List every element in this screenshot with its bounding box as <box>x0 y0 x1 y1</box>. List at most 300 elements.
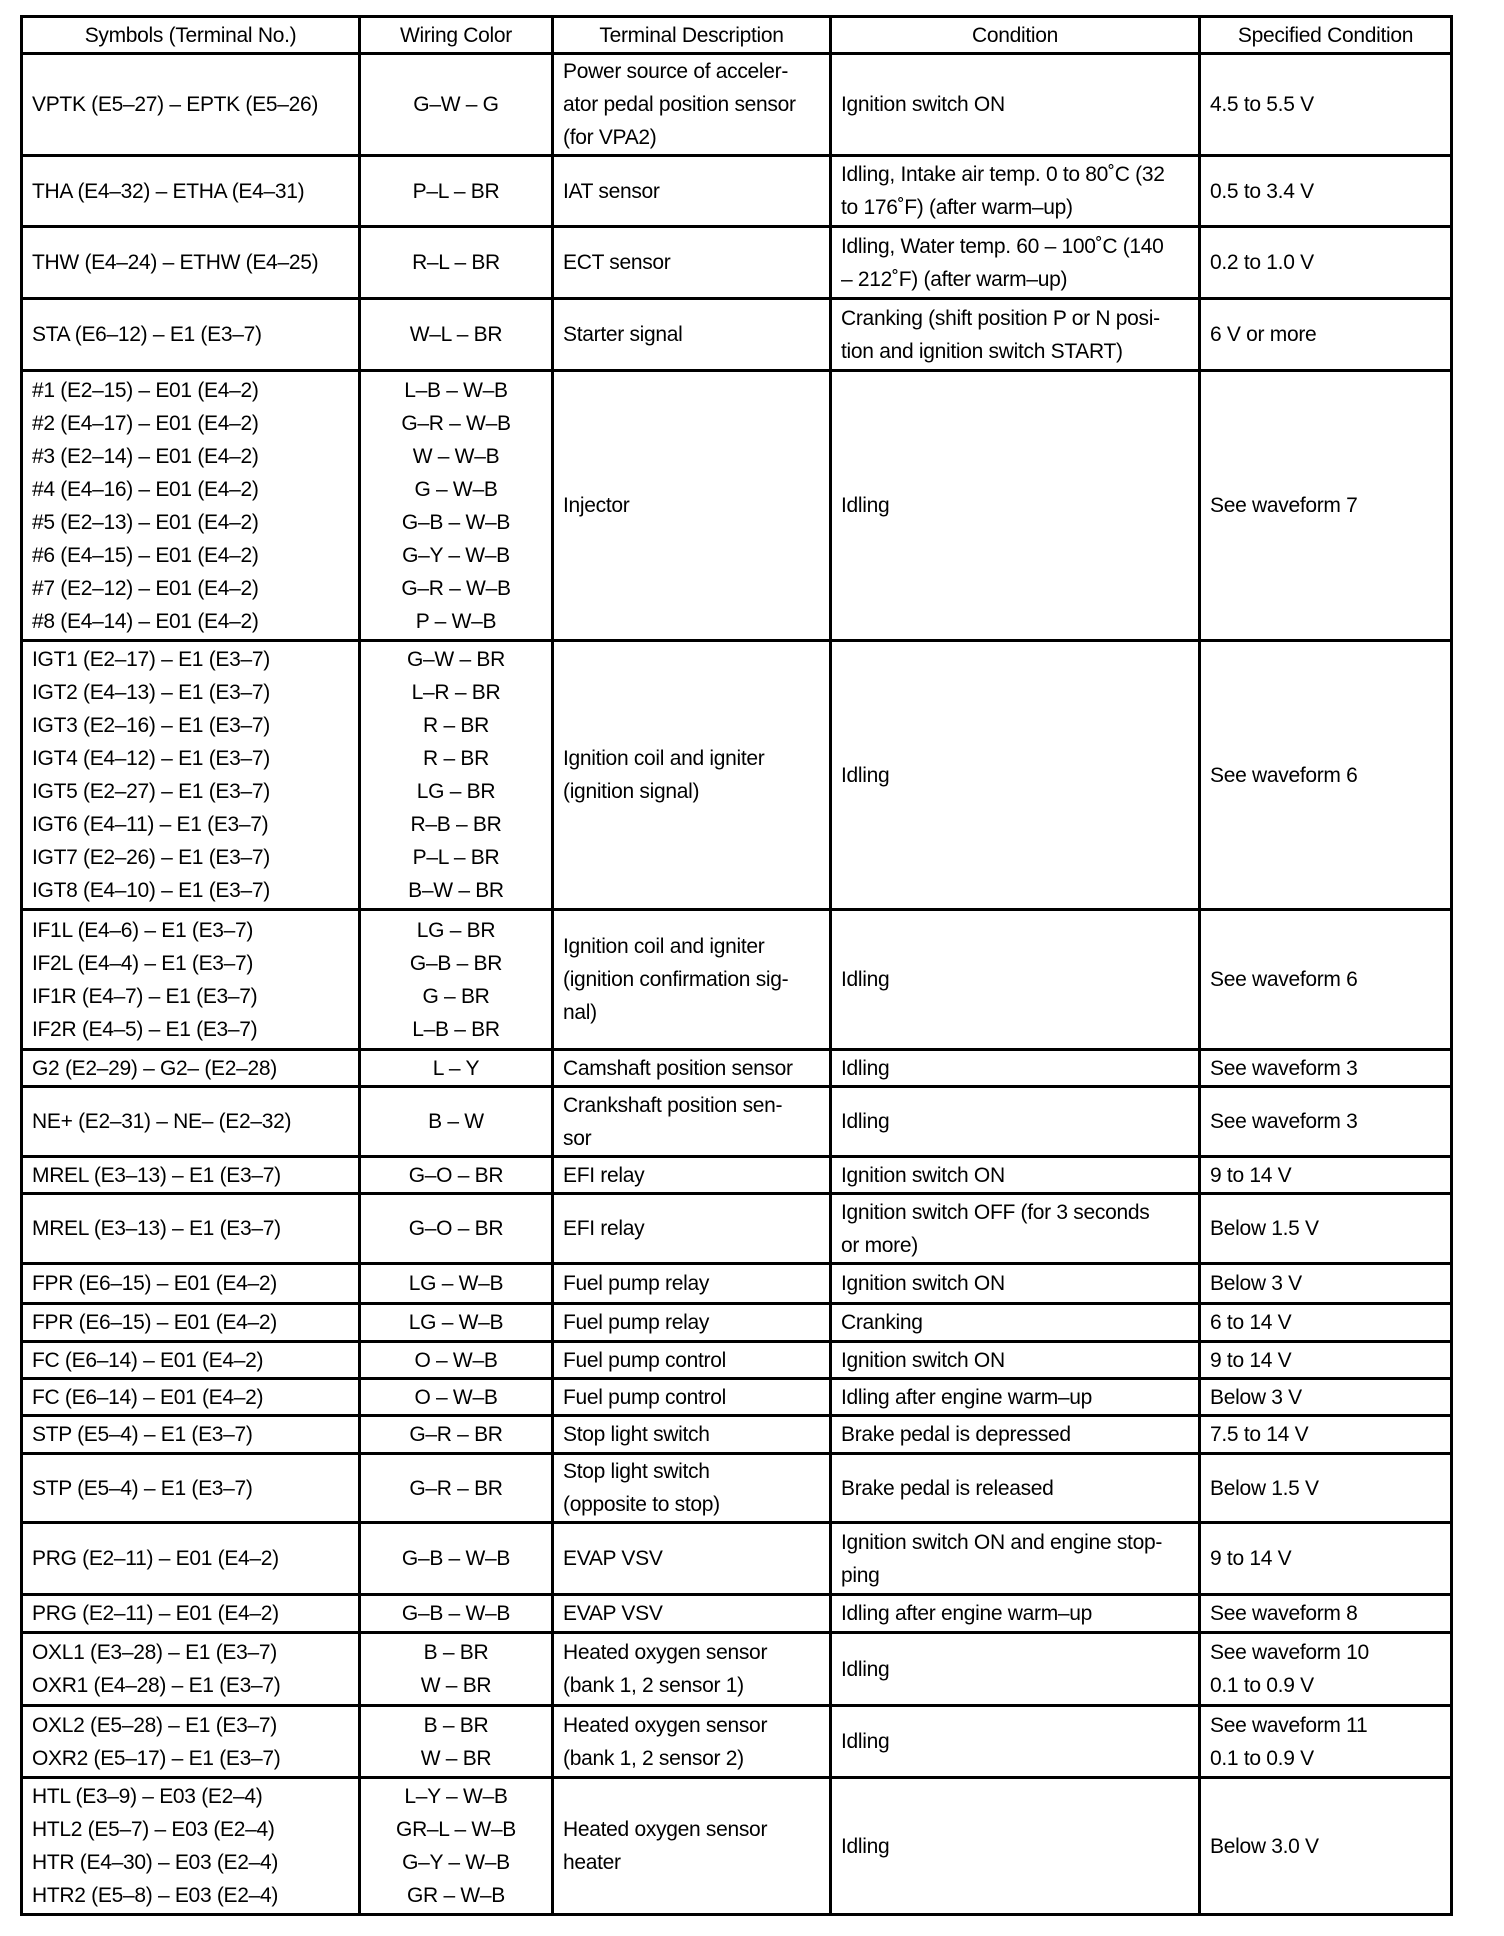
condition-cell <box>831 641 1200 910</box>
symbols-line: #3 (E2–14) – E01 (E4–2) <box>32 444 259 468</box>
table-row <box>22 156 1452 227</box>
condition-line: Idling after engine warm–up <box>841 1602 1093 1625</box>
terminal-description-cell <box>553 227 831 299</box>
terminal-description-line: Ignition coil and igniter <box>563 935 765 958</box>
condition-cell <box>831 1778 1200 1915</box>
terminal-description-cell <box>553 1595 831 1633</box>
wiring-color-line: P–L – BR <box>412 179 500 203</box>
specified-condition-line: 4.5 to 5.5 V <box>1210 93 1314 116</box>
condition-cell <box>831 1157 1200 1194</box>
symbols-line: HTL (E3–9) – E03 (E2–4) <box>32 1785 263 1808</box>
wiring-color-line: G–Y – W–B <box>402 1851 510 1874</box>
wiring-color-line: W – BR <box>420 1746 492 1770</box>
symbols-line: IGT7 (E2–26) – E1 (E3–7) <box>32 846 270 869</box>
condition-line: – 212˚F) (after warm–up) <box>841 267 1068 291</box>
terminal-description-line: Camshaft position sensor <box>563 1056 793 1080</box>
specified-condition-cell <box>1200 1379 1452 1416</box>
condition-cell <box>831 1595 1200 1633</box>
specified-condition-cell <box>1200 227 1452 299</box>
condition-line: Idling, Intake air temp. 0 to 80˚C (32 <box>841 163 1165 186</box>
wiring-color-line: G–B – W–B <box>401 510 511 534</box>
symbols-line: FPR (E6–15) – E01 (E4–2) <box>32 1311 277 1334</box>
specified-condition-cell <box>1200 1523 1452 1595</box>
symbols-line: OXR1 (E4–28) – E1 (E3–7) <box>32 1674 281 1697</box>
terminal-description-cell <box>553 1454 831 1523</box>
terminal-description-line: Fuel pump relay <box>563 1272 710 1295</box>
specified-condition-cell <box>1200 1633 1452 1706</box>
table-row <box>22 1050 1452 1087</box>
condition-cell <box>831 54 1200 156</box>
specified-condition-cell <box>1200 1706 1452 1778</box>
specified-condition-cell <box>1200 1342 1452 1379</box>
symbols-cell <box>22 1194 360 1264</box>
table-row <box>22 227 1452 299</box>
symbols-cell <box>22 1523 360 1595</box>
specified-condition-cell <box>1200 1264 1452 1304</box>
symbols-line: THW (E4–24) – ETHW (E4–25) <box>32 251 319 274</box>
symbols-cell <box>22 227 360 299</box>
wiring-color-cell <box>360 1050 553 1087</box>
terminal-description-line: Heated oxygen sensor <box>563 1713 768 1737</box>
condition-line: Ignition switch ON <box>841 1348 1005 1372</box>
wiring-color-cell <box>360 1304 553 1342</box>
symbols-line: IGT3 (E2–16) – E1 (E3–7) <box>32 714 270 737</box>
terminal-description-line: sor <box>563 1126 592 1150</box>
terminal-description-cell <box>553 910 831 1050</box>
terminal-description-cell <box>553 1379 831 1416</box>
wiring-color-line: P–L – BR <box>412 846 500 869</box>
table-row <box>22 1595 1452 1633</box>
table-row <box>22 54 1452 156</box>
wiring-color-line: L–R – BR <box>411 681 501 704</box>
symbols-cell <box>22 1050 360 1087</box>
symbols-line: MREL (E3–13) – E1 (E3–7) <box>32 1217 281 1240</box>
wiring-color-cell <box>360 641 553 910</box>
symbols-cell <box>22 1087 360 1157</box>
wiring-color-cell <box>360 1264 553 1304</box>
terminal-description-line: Crankshaft position sen- <box>563 1093 783 1117</box>
condition-cell <box>831 1342 1200 1379</box>
specified-condition-cell <box>1200 1194 1452 1264</box>
condition-cell <box>831 1050 1200 1087</box>
wiring-color-cell <box>360 1454 553 1523</box>
wiring-color-line: P – W–B <box>415 609 497 633</box>
wiring-color-cell <box>360 1342 553 1379</box>
specified-condition-line: See waveform 3 <box>1210 1110 1358 1133</box>
specified-condition-cell <box>1200 641 1452 910</box>
wiring-color-cell <box>360 1194 553 1264</box>
table-header-row <box>22 17 1452 54</box>
table-body <box>22 54 1452 1915</box>
specified-condition-line: 9 to 14 V <box>1210 1547 1292 1570</box>
specified-condition-line: See waveform 11 <box>1210 1713 1368 1737</box>
terminal-description-line: (bank 1, 2 sensor 2) <box>563 1746 744 1770</box>
condition-line: or more) <box>841 1233 918 1257</box>
table-row <box>22 1523 1452 1595</box>
symbols-line: #8 (E4–14) – E01 (E4–2) <box>32 609 259 633</box>
terminal-description-cell <box>553 1264 831 1304</box>
symbols-cell <box>22 1264 360 1304</box>
specified-condition-line: Below 3 V <box>1210 1272 1302 1295</box>
wiring-color-line: W–L – BR <box>409 323 503 346</box>
specified-condition-line: Below 3 V <box>1210 1385 1302 1409</box>
header-specified-condition: Specified Condition <box>1200 17 1452 54</box>
condition-cell <box>831 1194 1200 1264</box>
symbols-cell <box>22 371 360 641</box>
terminal-description-line: Fuel pump relay <box>563 1311 710 1334</box>
terminal-description-cell <box>553 1157 831 1194</box>
terminal-description-line: ECT sensor <box>563 251 671 274</box>
specified-condition-line: Below 1.5 V <box>1210 1476 1319 1500</box>
symbols-line: IGT4 (E4–12) – E1 (E3–7) <box>32 747 270 770</box>
terminal-description-line: IAT sensor <box>563 179 660 203</box>
terminal-description-cell <box>553 54 831 156</box>
terminal-description-cell <box>553 1706 831 1778</box>
condition-cell <box>831 371 1200 641</box>
terminal-description-line: EFI relay <box>563 1217 645 1240</box>
symbols-line: IF1L (E4–6) – E1 (E3–7) <box>32 918 254 942</box>
wiring-color-cell <box>360 1595 553 1633</box>
specified-condition-cell <box>1200 1087 1452 1157</box>
symbols-cell <box>22 1304 360 1342</box>
condition-line: Idling <box>841 968 890 991</box>
symbols-cell <box>22 1778 360 1915</box>
specified-condition-line: See waveform 10 <box>1210 1641 1369 1664</box>
wiring-color-line: G–O – BR <box>408 1217 504 1240</box>
wiring-color-line: LG – BR <box>416 918 496 942</box>
table-row <box>22 1379 1452 1416</box>
terminal-description-line: (ignition confirmation sig- <box>563 968 789 991</box>
condition-line: Idling <box>841 1657 890 1681</box>
wiring-color-line: G–R – W–B <box>401 411 511 435</box>
condition-line: Cranking <box>841 1311 923 1334</box>
condition-line: Idling <box>841 1056 890 1080</box>
specified-condition-cell <box>1200 156 1452 227</box>
specified-condition-line: 0.2 to 1.0 V <box>1210 251 1314 274</box>
condition-line: Idling <box>841 1834 890 1858</box>
condition-line: Idling <box>841 1730 890 1753</box>
wiring-color-line: L–B – W–B <box>404 378 508 402</box>
condition-line: Ignition switch ON <box>841 1163 1005 1187</box>
terminal-description-line: (ignition signal) <box>563 780 700 803</box>
wiring-color-cell <box>360 1778 553 1915</box>
terminal-description-cell <box>553 299 831 371</box>
specified-condition-line: 0.5 to 3.4 V <box>1210 179 1314 203</box>
wiring-color-line: G – BR <box>422 984 490 1008</box>
symbols-cell <box>22 1157 360 1194</box>
terminal-description-line: nal) <box>563 1001 597 1024</box>
specified-condition-line: 6 to 14 V <box>1210 1311 1292 1334</box>
condition-cell <box>831 1706 1200 1778</box>
terminal-description-line: EFI relay <box>563 1163 645 1187</box>
wiring-color-line: W – BR <box>420 1674 492 1697</box>
specified-condition-cell <box>1200 371 1452 641</box>
table-row <box>22 1304 1452 1342</box>
symbols-line: PRG (E2–11) – E01 (E4–2) <box>32 1547 279 1570</box>
symbols-line: IGT5 (E2–27) – E1 (E3–7) <box>32 780 270 803</box>
symbols-line: IF1R (E4–7) – E1 (E3–7) <box>32 984 258 1008</box>
wiring-color-cell <box>360 1633 553 1706</box>
symbols-cell <box>22 910 360 1050</box>
wiring-color-line: G–W – BR <box>407 648 505 671</box>
symbols-line: #7 (E2–12) – E01 (E4–2) <box>32 576 259 600</box>
wiring-color-line: LG – W–B <box>408 1272 504 1295</box>
specified-condition-line: See waveform 3 <box>1210 1056 1358 1080</box>
symbols-line: STA (E6–12) – E1 (E3–7) <box>32 323 262 346</box>
table-row <box>22 1633 1452 1706</box>
wiring-color-line: R–L – BR <box>412 251 500 274</box>
wiring-color-line: W – W–B <box>412 444 500 468</box>
condition-line: Ignition switch ON <box>841 1272 1005 1295</box>
specified-condition-line: Below 1.5 V <box>1210 1217 1319 1240</box>
specified-condition-cell <box>1200 1304 1452 1342</box>
header-symbols: Symbols (Terminal No.) <box>22 17 360 54</box>
terminal-description-line: Injector <box>563 494 630 517</box>
symbols-line: FC (E6–14) – E01 (E4–2) <box>32 1385 264 1409</box>
table-row <box>22 299 1452 371</box>
table-row <box>22 371 1452 641</box>
terminal-spec-table <box>20 15 1453 1916</box>
terminal-description-line: Stop light switch <box>563 1423 710 1446</box>
specified-condition-cell <box>1200 1157 1452 1194</box>
terminal-description-line: ator pedal position sensor <box>563 93 796 116</box>
symbols-line: IF2L (E4–4) – E1 (E3–7) <box>32 951 254 975</box>
wiring-color-line: G–B – W–B <box>401 1602 511 1625</box>
symbols-line: #6 (E4–15) – E01 (E4–2) <box>32 543 259 567</box>
condition-line: Idling after engine warm–up <box>841 1385 1093 1409</box>
terminal-description-line: Stop light switch <box>563 1460 710 1483</box>
terminal-description-cell <box>553 1304 831 1342</box>
condition-line: Brake pedal is released <box>841 1476 1054 1500</box>
specified-condition-line: 9 to 14 V <box>1210 1163 1292 1187</box>
wiring-color-line: LG – BR <box>416 780 496 803</box>
specified-condition-cell <box>1200 54 1452 156</box>
terminal-description-line: heater <box>563 1851 621 1874</box>
symbols-cell <box>22 641 360 910</box>
terminal-description-cell <box>553 1523 831 1595</box>
table-row <box>22 1087 1452 1157</box>
symbols-cell <box>22 299 360 371</box>
symbols-cell <box>22 156 360 227</box>
wiring-color-cell <box>360 371 553 641</box>
symbols-line: STP (E5–4) – E1 (E3–7) <box>32 1476 253 1500</box>
table-row <box>22 1454 1452 1523</box>
wiring-color-cell <box>360 1523 553 1595</box>
wiring-color-line: O – W–B <box>414 1348 498 1372</box>
symbols-cell <box>22 1706 360 1778</box>
specified-condition-cell <box>1200 910 1452 1050</box>
wiring-color-line: O – W–B <box>414 1385 498 1409</box>
wiring-color-line: G–O – BR <box>408 1163 504 1187</box>
wiring-color-line: B – BR <box>423 1641 489 1664</box>
wiring-color-line: B – W <box>428 1110 484 1133</box>
condition-cell <box>831 1379 1200 1416</box>
wiring-color-line: G–R – W–B <box>401 576 511 600</box>
terminal-description-line: Starter signal <box>563 323 683 346</box>
wiring-color-line: G–B – W–B <box>401 1547 511 1570</box>
symbols-line: PRG (E2–11) – E01 (E4–2) <box>32 1602 279 1625</box>
wiring-color-line: R – BR <box>423 747 489 770</box>
specified-condition-cell <box>1200 299 1452 371</box>
wiring-color-line: LG – W–B <box>408 1311 504 1334</box>
symbols-cell <box>22 54 360 156</box>
condition-cell <box>831 910 1200 1050</box>
symbols-line: HTR2 (E5–8) – E03 (E2–4) <box>32 1884 279 1907</box>
symbols-line: OXL2 (E5–28) – E1 (E3–7) <box>32 1713 277 1737</box>
terminal-description-cell <box>553 1778 831 1915</box>
terminal-description-cell <box>553 371 831 641</box>
terminal-description-line: Power source of acceler- <box>563 60 789 83</box>
specified-condition-line: 0.1 to 0.9 V <box>1210 1674 1314 1697</box>
terminal-description-cell <box>553 1194 831 1264</box>
condition-line: ping <box>841 1563 880 1587</box>
table-row <box>22 1416 1452 1454</box>
specified-condition-cell <box>1200 1454 1452 1523</box>
symbols-line: G2 (E2–29) – G2– (E2–28) <box>32 1056 277 1080</box>
wiring-color-cell <box>360 54 553 156</box>
table-row <box>22 1778 1452 1915</box>
wiring-color-cell <box>360 1706 553 1778</box>
wiring-color-cell <box>360 1087 553 1157</box>
wiring-color-line: B–W – BR <box>408 879 504 902</box>
symbols-cell <box>22 1633 360 1706</box>
symbols-line: #5 (E2–13) – E01 (E4–2) <box>32 510 259 534</box>
wiring-color-line: G – W–B <box>414 477 498 501</box>
wiring-color-line: G–R – BR <box>409 1476 503 1500</box>
wiring-color-cell <box>360 299 553 371</box>
wiring-color-cell <box>360 1416 553 1454</box>
condition-cell <box>831 1523 1200 1595</box>
wiring-color-line: R – BR <box>423 714 489 737</box>
condition-line: Ignition switch ON and engine stop- <box>841 1530 1163 1554</box>
symbols-line: FPR (E6–15) – E01 (E4–2) <box>32 1272 277 1295</box>
table-row <box>22 1342 1452 1379</box>
specified-condition-line: Below 3.0 V <box>1210 1834 1319 1858</box>
symbols-line: #4 (E4–16) – E01 (E4–2) <box>32 477 259 501</box>
header-wiring-color: Wiring Color <box>360 17 553 54</box>
specified-condition-cell <box>1200 1595 1452 1633</box>
condition-line: Ignition switch OFF (for 3 seconds <box>841 1200 1150 1224</box>
wiring-color-line: B – BR <box>423 1713 489 1737</box>
terminal-description-line: (for VPA2) <box>563 126 657 149</box>
condition-cell <box>831 1264 1200 1304</box>
symbols-cell <box>22 1416 360 1454</box>
condition-cell <box>831 1416 1200 1454</box>
condition-cell <box>831 156 1200 227</box>
table-row <box>22 641 1452 910</box>
specified-condition-line: See waveform 6 <box>1210 763 1358 787</box>
terminal-description-cell <box>553 1087 831 1157</box>
condition-cell <box>831 1087 1200 1157</box>
wiring-color-cell <box>360 1379 553 1416</box>
table-row <box>22 1264 1452 1304</box>
symbols-line: FC (E6–14) – E01 (E4–2) <box>32 1348 264 1372</box>
table-row <box>22 1194 1452 1264</box>
symbols-line: NE+ (E2–31) – NE– (E2–32) <box>32 1110 292 1133</box>
wiring-color-line: GR – W–B <box>407 1884 505 1907</box>
symbols-line: HTR (E4–30) – E03 (E2–4) <box>32 1851 279 1874</box>
wiring-color-cell <box>360 227 553 299</box>
symbols-line: OXL1 (E3–28) – E1 (E3–7) <box>32 1641 277 1664</box>
table-row <box>22 910 1452 1050</box>
wiring-color-cell <box>360 1157 553 1194</box>
condition-cell <box>831 1304 1200 1342</box>
specified-condition-line: 9 to 14 V <box>1210 1348 1292 1372</box>
condition-line: Ignition switch ON <box>841 93 1005 116</box>
terminal-description-line: EVAP VSV <box>563 1547 663 1570</box>
condition-line: Idling <box>841 763 890 787</box>
terminal-description-cell <box>553 1342 831 1379</box>
wiring-color-line: L–B – BR <box>412 1017 500 1041</box>
terminal-description-line: Fuel pump control <box>563 1348 726 1372</box>
wiring-color-line: G–Y – W–B <box>402 543 510 567</box>
wiring-color-line: GR–L – W–B <box>396 1818 516 1841</box>
condition-line: Idling <box>841 494 890 517</box>
symbols-cell <box>22 1454 360 1523</box>
wiring-color-cell <box>360 156 553 227</box>
symbols-cell <box>22 1595 360 1633</box>
symbols-line: OXR2 (E5–17) – E1 (E3–7) <box>32 1746 281 1770</box>
header-condition: Condition <box>831 17 1200 54</box>
wiring-color-line: L – Y <box>432 1056 480 1080</box>
condition-line: Idling, Water temp. 60 – 100˚C (140 <box>841 234 1164 258</box>
condition-line: to 176˚F) (after warm–up) <box>841 196 1073 219</box>
symbols-line: VPTK (E5–27) – EPTK (E5–26) <box>32 93 319 116</box>
specified-condition-line: See waveform 8 <box>1210 1602 1358 1625</box>
condition-line: tion and ignition switch START) <box>841 339 1123 363</box>
condition-line: Idling <box>841 1110 890 1133</box>
terminal-description-line: EVAP VSV <box>563 1602 663 1625</box>
wiring-color-line: G–R – BR <box>409 1423 503 1446</box>
specified-condition-line: 7.5 to 14 V <box>1210 1423 1309 1446</box>
terminal-description-line: (bank 1, 2 sensor 1) <box>563 1674 744 1697</box>
symbols-line: IGT2 (E4–13) – E1 (E3–7) <box>32 681 270 704</box>
wiring-color-cell <box>360 910 553 1050</box>
symbols-line: STP (E5–4) – E1 (E3–7) <box>32 1423 253 1446</box>
condition-cell <box>831 1454 1200 1523</box>
specified-condition-cell <box>1200 1778 1452 1915</box>
symbols-line: IF2R (E4–5) – E1 (E3–7) <box>32 1017 258 1041</box>
condition-cell <box>831 1633 1200 1706</box>
terminal-description-cell <box>553 641 831 910</box>
header-terminal-description: Terminal Description <box>553 17 831 54</box>
table-row <box>22 1157 1452 1194</box>
symbols-line: IGT8 (E4–10) – E1 (E3–7) <box>32 879 270 902</box>
wiring-color-line: G–B – BR <box>409 951 503 975</box>
terminal-description-cell <box>553 1416 831 1454</box>
specified-condition-cell <box>1200 1416 1452 1454</box>
condition-line: Brake pedal is depressed <box>841 1423 1071 1446</box>
symbols-line: MREL (E3–13) – E1 (E3–7) <box>32 1163 281 1187</box>
wiring-color-line: G–W – G <box>413 93 499 116</box>
symbols-line: IGT1 (E2–17) – E1 (E3–7) <box>32 648 270 671</box>
terminal-description-line: Heated oxygen sensor <box>563 1641 768 1664</box>
wiring-color-line: L–Y – W–B <box>404 1785 508 1808</box>
symbols-cell <box>22 1379 360 1416</box>
symbols-line: #2 (E4–17) – E01 (E4–2) <box>32 411 259 435</box>
wiring-color-line: R–B – BR <box>410 813 502 836</box>
specified-condition-line: 0.1 to 0.9 V <box>1210 1746 1314 1770</box>
symbols-line: HTL2 (E5–7) – E03 (E2–4) <box>32 1818 275 1841</box>
terminal-description-line: Fuel pump control <box>563 1385 726 1409</box>
terminal-description-line: (opposite to stop) <box>563 1493 720 1516</box>
terminal-description-line: Ignition coil and igniter <box>563 747 765 770</box>
specified-condition-line: 6 V or more <box>1210 323 1317 346</box>
terminal-description-cell <box>553 1633 831 1706</box>
table-row <box>22 1706 1452 1778</box>
specified-condition-cell <box>1200 1050 1452 1087</box>
terminal-description-cell <box>553 156 831 227</box>
